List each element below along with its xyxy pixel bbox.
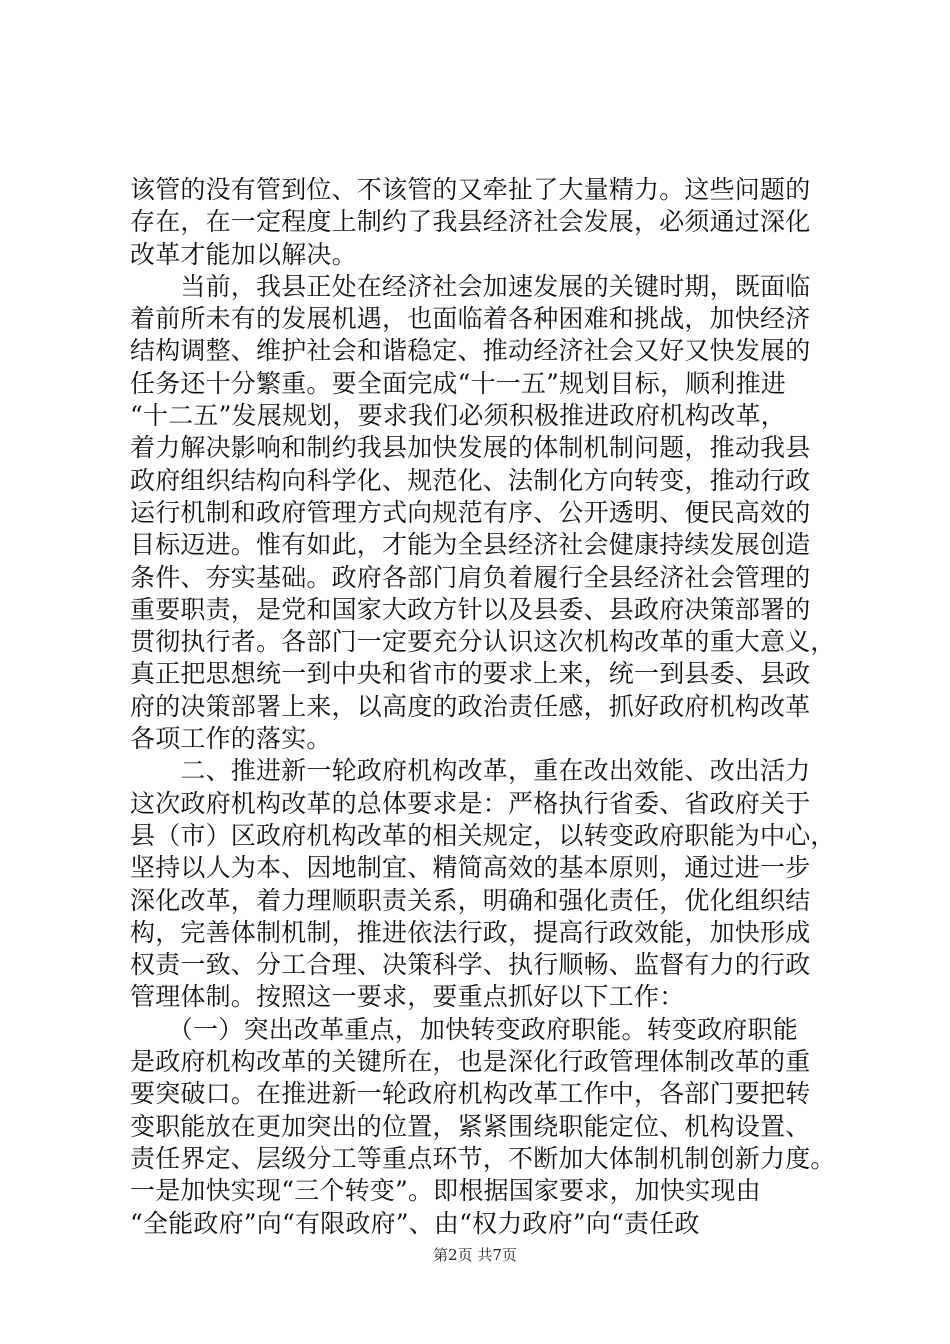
text-line: 改革才能加以解决。	[130, 239, 357, 269]
text-line: 责任界定、层级分工等重点环节，不断加大体制机制创新力度。	[130, 1143, 836, 1173]
text-line: 条件、夯实基础。政府各部门肩负着履行全县经济社会管理的	[130, 562, 811, 592]
text-line: 府的决策部署上来，以高度的政治责任感，抓好政府机构改革	[130, 691, 811, 721]
text-line: 县（市）区政府机构改革的相关规定，以转变政府职能为中心，	[130, 820, 836, 850]
text-line: 贯彻执行者。各部门一定要充分认识这次机构改革的重大意义，	[130, 627, 836, 657]
text-line: 结构调整、维护社会和谐稳定、推动经济社会又好又快发展的	[130, 336, 811, 366]
text-line: 任务还十分繁重。要全面完成“十一五”规划目标，顺利推进	[130, 368, 786, 398]
text-line: 重要职责，是党和国家大政方针以及县委、县政府决策部署的	[130, 594, 811, 624]
text-line: 着前所未有的发展机遇，也面临着各种困难和挑战，加快经济	[130, 304, 811, 334]
text-line: 一是加快实现“三个转变”。即根据国家要求，加快实现由	[130, 1176, 761, 1206]
text-line: 权责一致、分工合理、决策科学、执行顺畅、监督有力的行政	[130, 950, 811, 980]
text-line: 管理体制。按照这一要求，要重点抓好以下工作：	[130, 982, 685, 1012]
page-number-footer: 第2页 共7页	[433, 1246, 517, 1264]
text-line: 政府组织结构向科学化、规范化、法制化方向转变，推动行政	[130, 465, 811, 495]
section-heading: 二、推进新一轮政府机构改革，重在改出效能、改出活力	[130, 756, 811, 786]
text-line: 构，完善体制机制，推进依法行政，提高行政效能，加快形成	[130, 917, 811, 947]
text-line: “十二五”发展规划，要求我们必须积极推进政府机构改革，	[130, 401, 786, 431]
text-line: 该管的没有管到位、不该管的又牵扯了大量精力。这些问题的	[130, 175, 811, 204]
text-line: 着力解决影响和制约我县加快发展的体制机制问题，推动我县	[130, 433, 811, 463]
text-line: 是政府机构改革的关键所在，也是深化行政管理体制改革的重	[130, 1047, 811, 1077]
text-line: 各项工作的落实。	[130, 724, 332, 754]
text-line: 运行机制和政府管理方式向规范有序、公开透明、便民高效的	[130, 497, 811, 527]
text-line: 当前，我县正处在经济社会加速发展的关键时期，既面临	[130, 271, 811, 301]
text-line: 真正把思想统一到中央和省市的要求上来，统一到县委、县政	[130, 659, 811, 689]
text-line: （一）突出改革重点，加快转变政府职能。转变政府职能	[130, 1014, 798, 1044]
text-line: 深化改革，着力理顺职责关系，明确和强化责任，优化组织结	[130, 885, 811, 915]
text-line: 坚持以人为本、因地制宜、精简高效的基本原则，通过进一步	[130, 853, 811, 883]
text-line: 变职能放在更加突出的位置，紧紧围绕职能定位、机构设置、	[130, 1111, 811, 1141]
body-text	[130, 174, 836, 1240]
text-line: 目标迈进。惟有如此，才能为全县经济社会健康持续发展创造	[130, 530, 811, 560]
text-line: 这次政府机构改革的总体要求是：严格执行省委、省政府关于	[130, 788, 811, 818]
text-line: “全能政府”向“有限政府”、由“权力政府”向“责任政	[130, 1208, 700, 1238]
text-line: 要突破口。在推进新一轮政府机构改革工作中，各部门要把转	[130, 1079, 811, 1109]
text-line: 存在，在一定程度上制约了我县经济社会发展，必须通过深化	[130, 207, 811, 237]
